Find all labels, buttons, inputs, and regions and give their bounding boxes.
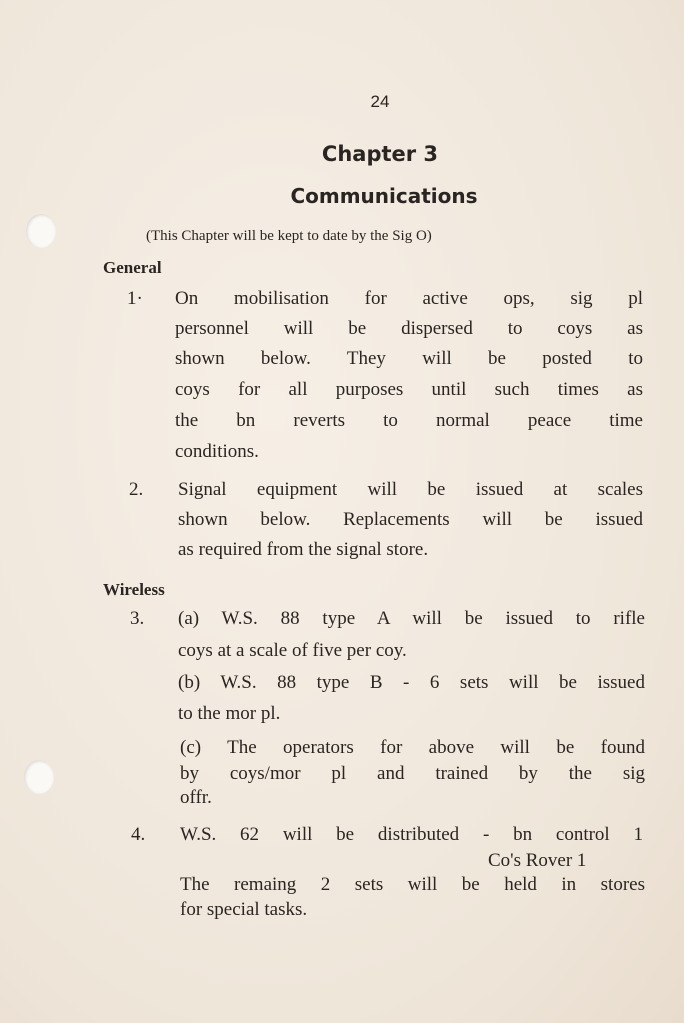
paragraph-line: personnel will be dispersed to coys as [175,318,643,339]
paragraph-line: the bn reverts to normal peace time [175,410,643,431]
section-heading-general: General [103,258,162,277]
paragraph-line: The remaing 2 sets will be held in stores [180,874,645,895]
paragraph-line: as required from the signal store. [178,539,429,560]
paragraph-line: coys for all purposes until such times as [175,379,643,400]
paragraph-line: to the mor pl. [178,703,281,724]
paragraph-line: (c) The operators for above will be found [180,737,645,758]
paragraph-line: coys at a scale of five per coy. [178,640,407,661]
chapter-title: Chapter 3 [321,142,439,166]
paragraph-line: Co's Rover 1 [488,850,587,871]
punch-hole-top [26,214,56,248]
paragraph-line: shown below. Replacements will be issued [178,509,643,530]
paragraph-line: for special tasks. [180,899,308,920]
paragraph-line: On mobilisation for active ops, sig pl [175,288,643,309]
paragraph-line: shown below. They will be posted to [175,348,643,369]
chapter-note: (This Chapter will be kept to date by the Sig O) [146,228,432,244]
paragraph-line: W.S. 62 will be distributed - bn control 1 [180,824,643,845]
paragraph-line: offr. [180,787,212,808]
section-heading-wireless: Wireless [103,580,165,599]
paragraph-number: 2. [129,479,144,500]
paragraph-number: 1· [127,288,143,309]
paragraph-line: Signal equipment will be issued at scales [178,479,643,500]
paragraph-line: by coys/mor pl and trained by the sig [180,763,645,784]
paragraph-number: 4. [131,824,146,845]
paragraph-line: (b) W.S. 88 type B - 6 sets will be issued [178,672,645,693]
paragraph-line: (a) W.S. 88 type A will be issued to rifle [178,608,645,629]
chapter-subtitle: Communications [290,184,478,208]
paragraph-line: conditions. [175,441,259,462]
paragraph-number: 3. [130,608,145,629]
punch-hole-bottom [24,760,54,794]
page-number: 24 [370,92,390,111]
